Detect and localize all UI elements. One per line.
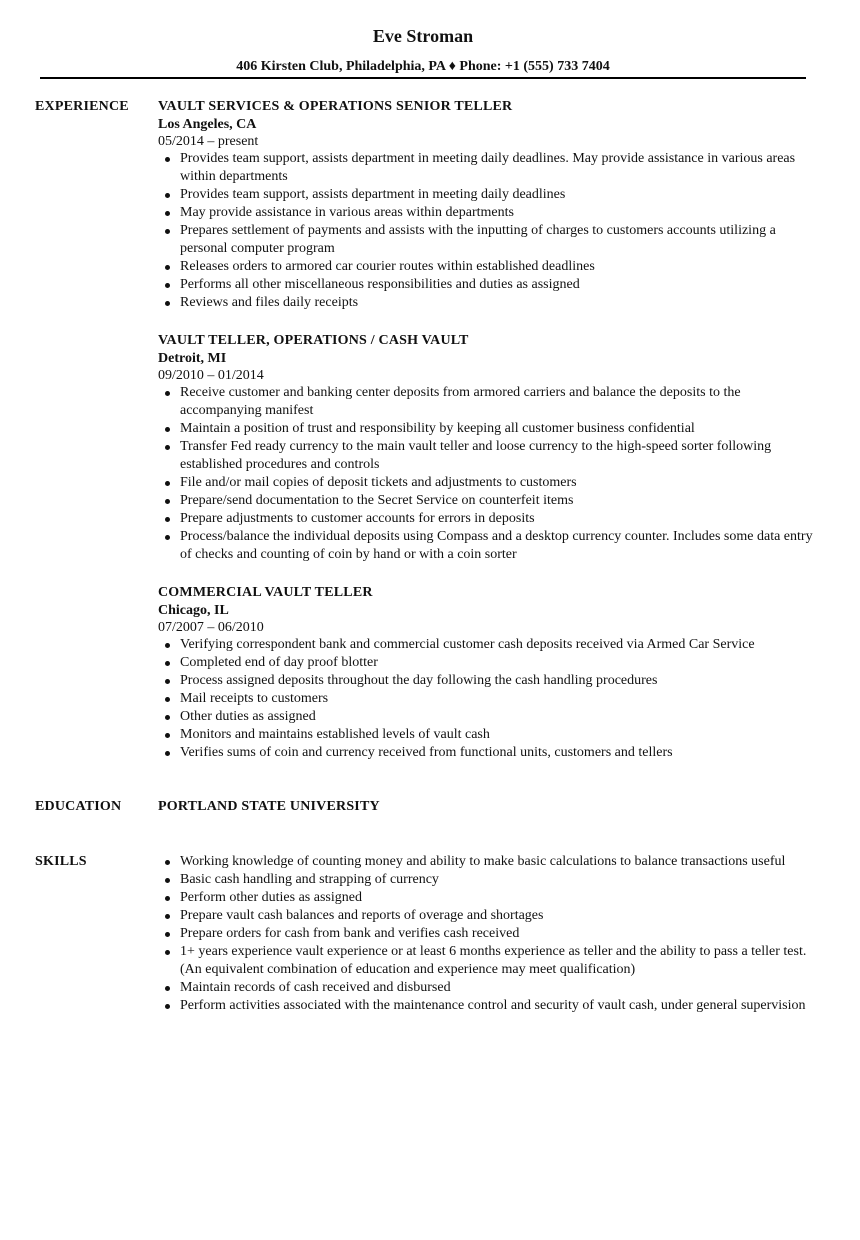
bullet-item: Verifies sums of coin and currency received from functional units, customers and tellers xyxy=(180,744,818,762)
resume-header xyxy=(0,24,846,76)
job-entry xyxy=(158,584,818,762)
contact-line: 406 Kirsten Club, Philadelphia, PA ♦ Phone: +1 (555) 733 7404 xyxy=(236,59,610,74)
experience-list xyxy=(158,98,818,782)
bullet-item: Performs all other miscellaneous responsibilities and duties as assigned xyxy=(180,276,818,294)
skill-item: Perform activities associated with the maintenance control and security of vault cash, under general supervision xyxy=(180,997,818,1015)
job-bullets xyxy=(158,636,818,762)
job-dates: 09/2010 – 01/2014 xyxy=(158,368,264,383)
bullet-item: Provides team support, assists department in meeting daily deadlines. May provide assistance in various areas within departments xyxy=(180,150,818,186)
skill-item: Maintain records of cash received and disbursed xyxy=(180,979,818,997)
section-label-skills: SKILLS xyxy=(35,854,87,869)
bullet-item: Other duties as assigned xyxy=(180,708,818,726)
bullet-item: Process/balance the individual deposits using Compass and a desktop currency counter. Includes some data entry of checks and counting of coin by hand or with a coin sorter xyxy=(180,528,818,564)
skill-item: 1+ years experience vault experience or at least 6 months experience as teller and the ability to pass a teller test. (An equivalent combination of education and experience may meet qualification) xyxy=(180,943,818,979)
section-label-education: EDUCATION xyxy=(35,799,122,814)
job-entry xyxy=(158,332,818,564)
skill-item: Basic cash handling and strapping of currency xyxy=(180,871,818,889)
bullet-item: Provides team support, assists department in meeting daily deadlines xyxy=(180,186,818,204)
skill-item: Prepare orders for cash from bank and verifies cash received xyxy=(180,925,818,943)
job-title: COMMERCIAL VAULT TELLER xyxy=(158,585,373,600)
skill-item: Working knowledge of counting money and ability to make basic calculations to balance transactions useful xyxy=(180,853,818,871)
job-title: VAULT SERVICES & OPERATIONS SENIOR TELLER xyxy=(158,99,513,114)
job-location: Detroit, MI xyxy=(158,351,227,366)
bullet-item: Releases orders to armored car courier routes within established deadlines xyxy=(180,258,818,276)
bullet-item: Maintain a position of trust and responsibility by keeping all customer business confidential xyxy=(180,420,818,438)
bullet-item: Mail receipts to customers xyxy=(180,690,818,708)
job-dates: 05/2014 – present xyxy=(158,134,259,149)
job-location: Chicago, IL xyxy=(158,603,229,618)
bullet-item: File and/or mail copies of deposit tickets and adjustments to customers xyxy=(180,474,818,492)
bullet-item: Prepares settlement of payments and assists with the inputting of charges to customers accounts utilizing a personal computer program xyxy=(180,222,818,258)
bullet-item: Process assigned deposits throughout the day following the cash handling procedures xyxy=(180,672,818,690)
job-entry xyxy=(158,98,818,312)
bullet-item: Prepare adjustments to customer accounts for errors in deposits xyxy=(180,510,818,528)
bullet-item: Monitors and maintains established levels of vault cash xyxy=(180,726,818,744)
header-divider xyxy=(40,77,806,79)
bullet-item: Verifying correspondent bank and commercial customer cash deposits received via Armed Car Service xyxy=(180,636,818,654)
job-bullets xyxy=(158,384,818,564)
candidate-name: Eve Stroman xyxy=(372,26,474,46)
education-body xyxy=(158,798,818,816)
bullet-item: Transfer Fed ready currency to the main vault teller and loose currency to the high-speed sorter following established procedures and controls xyxy=(180,438,818,474)
job-title: VAULT TELLER, OPERATIONS / CASH VAULT xyxy=(158,333,469,348)
bullet-item: Completed end of day proof blotter xyxy=(180,654,818,672)
skill-item: Perform other duties as assigned xyxy=(180,889,818,907)
skill-item: Prepare vault cash balances and reports of overage and shortages xyxy=(180,907,818,925)
bullet-item: Receive customer and banking center deposits from armored carriers and balance the deposits to the accompanying manifest xyxy=(180,384,818,420)
job-bullets xyxy=(158,150,818,312)
bullet-item: Reviews and files daily receipts xyxy=(180,294,818,312)
section-label-experience: EXPERIENCE xyxy=(35,99,129,114)
school-name: PORTLAND STATE UNIVERSITY xyxy=(158,799,380,814)
skills-list xyxy=(158,853,818,1015)
bullet-item: Prepare/send documentation to the Secret Service on counterfeit items xyxy=(180,492,818,510)
job-location: Los Angeles, CA xyxy=(158,117,257,132)
bullet-item: May provide assistance in various areas within departments xyxy=(180,204,818,222)
job-dates: 07/2007 – 06/2010 xyxy=(158,620,264,635)
skills-body xyxy=(158,853,818,1015)
